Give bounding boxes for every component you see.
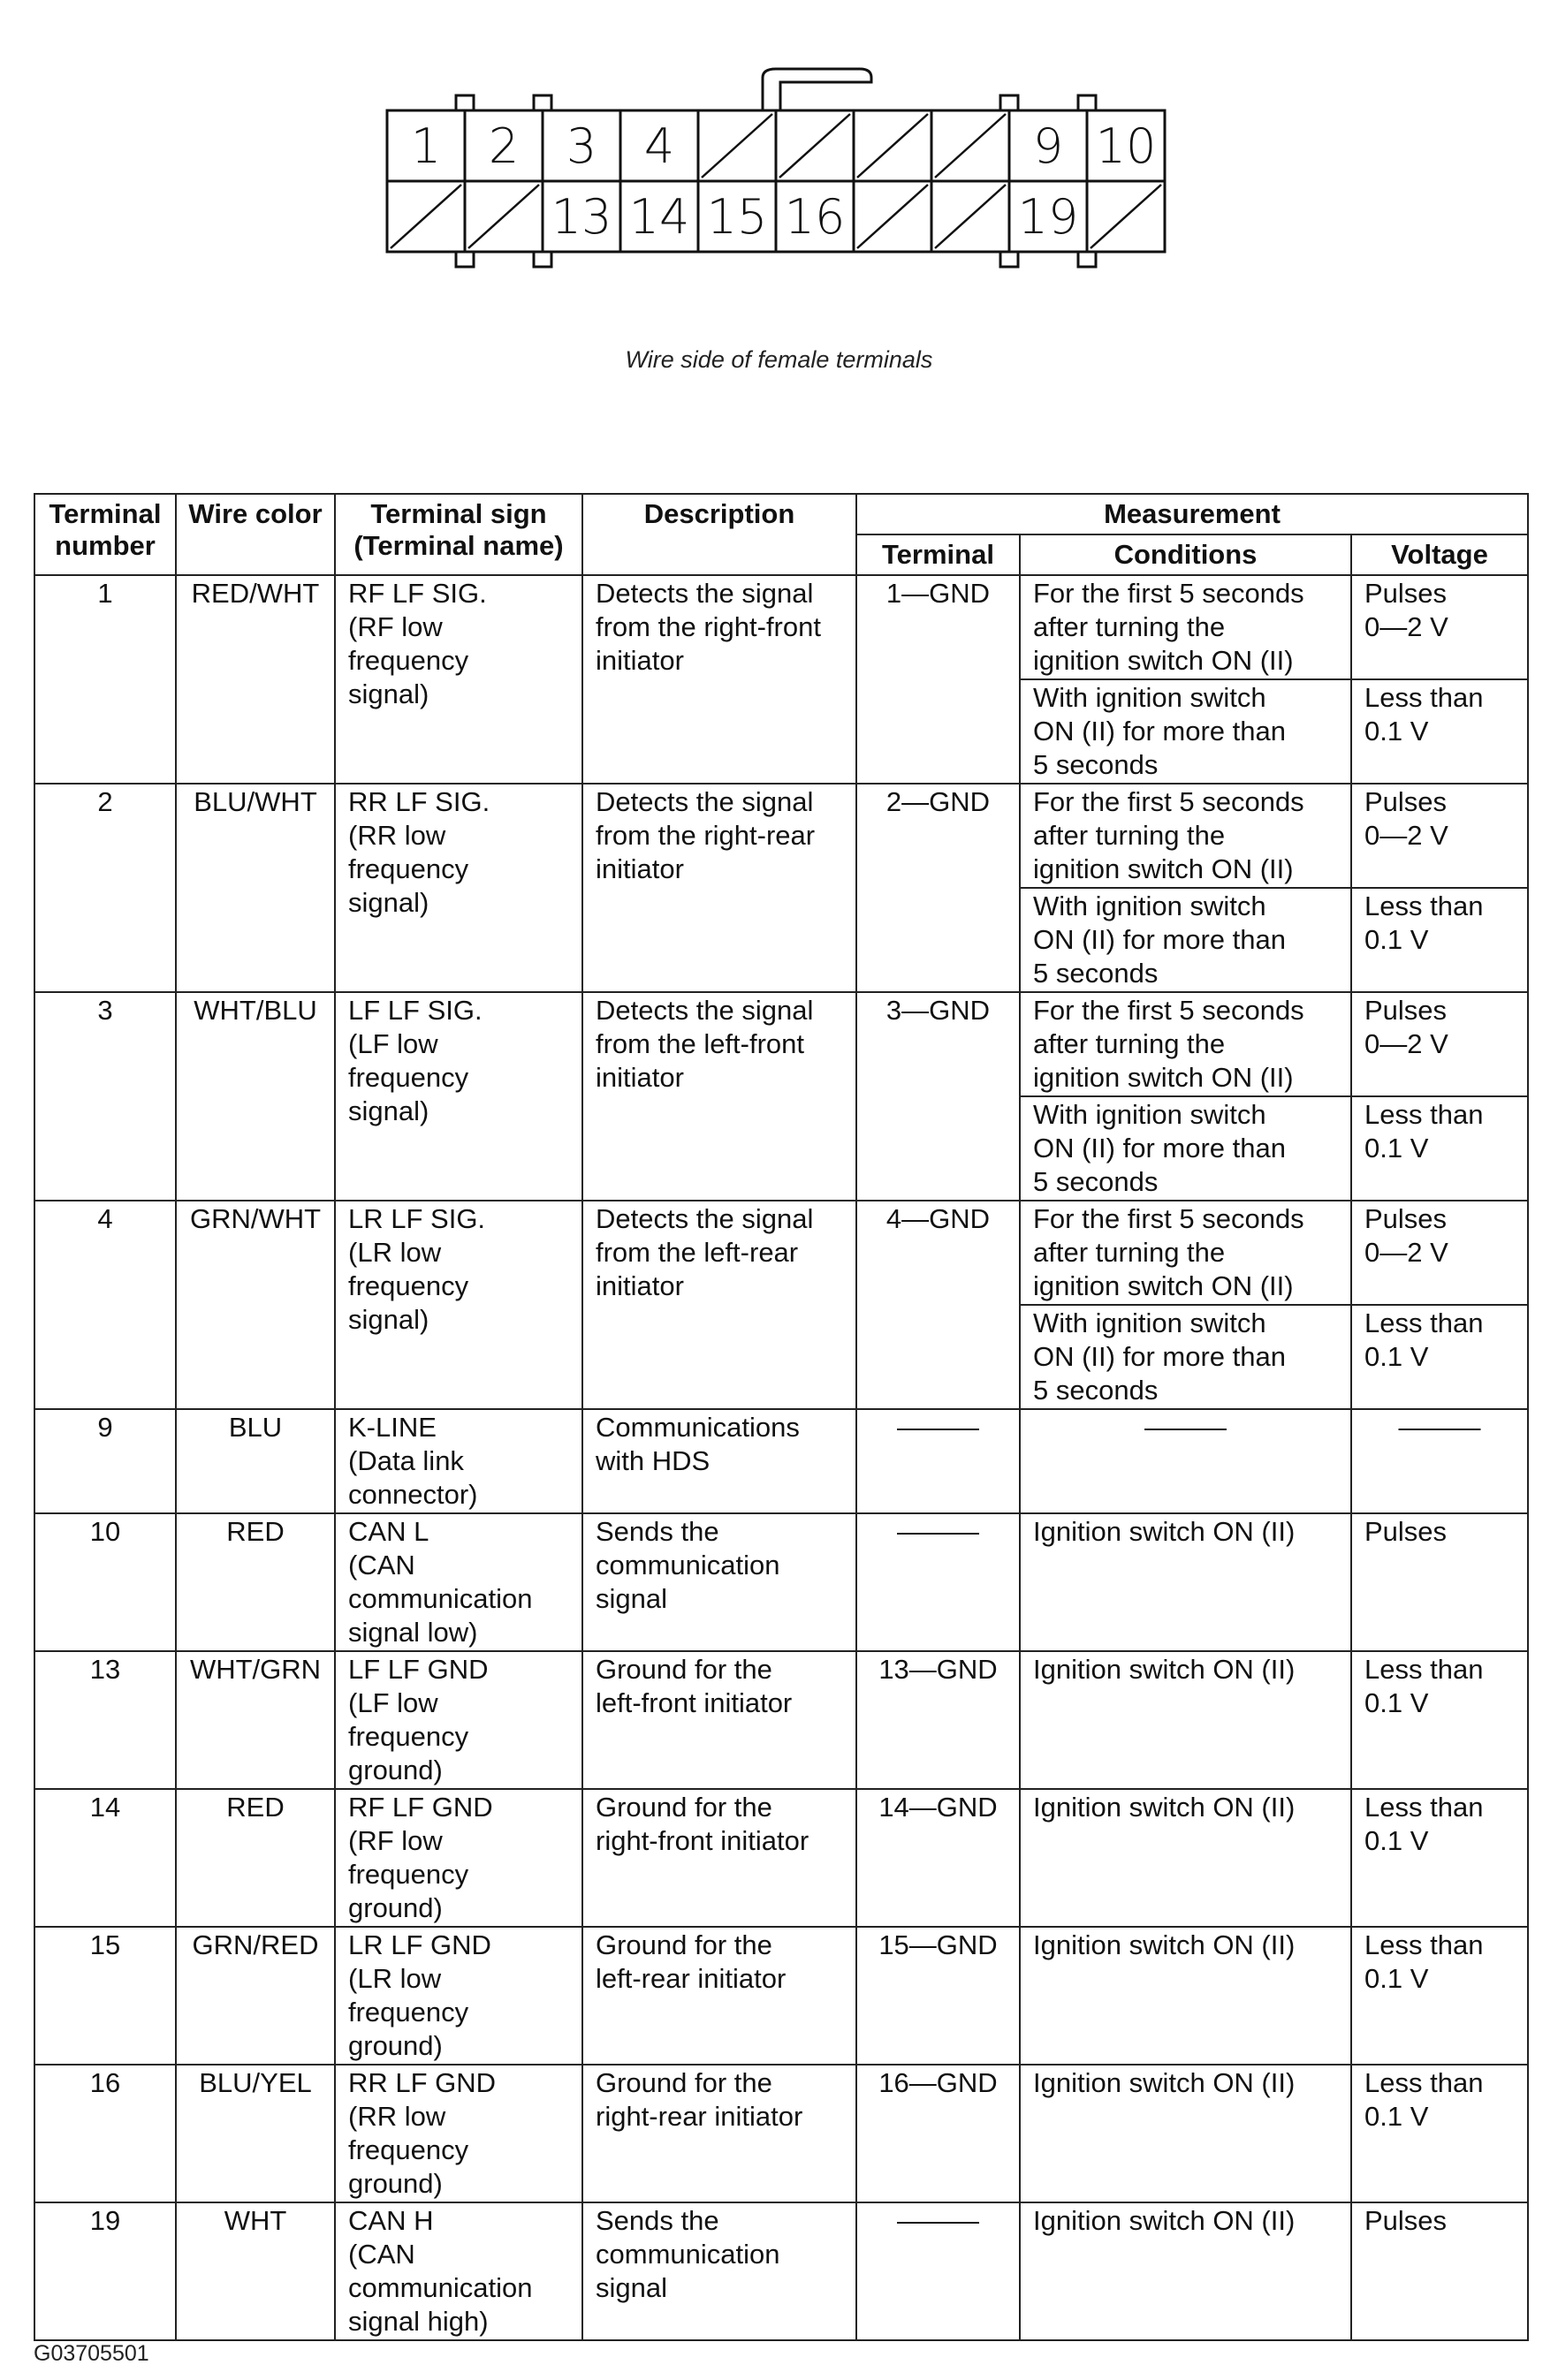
cell-terminal-sign: LF LF SIG. (LF low frequency signal) [335, 992, 582, 1201]
table-row [34, 575, 1528, 679]
cell-voltage: Pulses [1351, 2202, 1528, 2340]
empty-cavity-mark [702, 114, 772, 178]
cell-voltage: Pulses [1351, 1513, 1528, 1651]
cell-terminal-sign: RR LF GND (RR low frequency ground) [335, 2065, 582, 2202]
table-row [34, 1789, 1528, 1927]
pin-number: 15 [706, 189, 768, 245]
cell-terminal-sign: LF LF GND (LF low frequency ground) [335, 1651, 582, 1789]
cell-terminal-number: 4 [34, 1201, 176, 1409]
cell-wire-color: WHT/GRN [176, 1651, 335, 1789]
header-terminal: Terminal [856, 534, 1020, 575]
cell-terminal-number: 13 [34, 1651, 176, 1789]
empty-cavity-mark [857, 185, 928, 248]
cell-description: Ground for the left-rear initiator [582, 1927, 856, 2065]
terminal-table-body [34, 575, 1528, 2340]
cell-terminal-number: 16 [34, 2065, 176, 2202]
cell-terminal-sign: LR LF GND (LR low frequency ground) [335, 1927, 582, 2065]
cell-conditions: For the first 5 seconds after turning the ignition switch ON (II) [1020, 575, 1351, 679]
pin-number: 3 [566, 118, 597, 174]
cell-terminal-sign: LR LF SIG. (LR low frequency signal) [335, 1201, 582, 1409]
connector-diagram [371, 62, 1184, 292]
cell-voltage: Pulses 0—2 V [1351, 992, 1528, 1096]
connector-tab [534, 95, 551, 110]
cell-conditions: Ignition switch ON (II) [1020, 1651, 1351, 1789]
connector-tab [1000, 252, 1018, 267]
cell-conditions: For the first 5 seconds after turning the ignition switch ON (II) [1020, 1201, 1351, 1305]
table-row [34, 1927, 1528, 2065]
cell-wire-color: GRN/WHT [176, 1201, 335, 1409]
cell-voltage: Less than 0.1 V [1351, 1651, 1528, 1789]
cell-measure-terminal: ——— [856, 1409, 1020, 1513]
cell-terminal-number: 14 [34, 1789, 176, 1927]
cell-description: Detects the signal from the right-rear initiator [582, 784, 856, 992]
cell-conditions: For the first 5 seconds after turning the ignition switch ON (II) [1020, 992, 1351, 1096]
cell-terminal-number: 2 [34, 784, 176, 992]
empty-cavity-mark [935, 185, 1006, 248]
pin-number: 2 [488, 118, 520, 174]
cell-wire-color: WHT [176, 2202, 335, 2340]
cell-wire-color: RED [176, 1513, 335, 1651]
connector-tab [456, 95, 474, 110]
pin-number: 4 [643, 118, 675, 174]
table-row [34, 992, 1528, 1096]
cell-conditions: With ignition switch ON (II) for more than 5 seconds [1020, 1096, 1351, 1201]
cell-terminal-sign: RF LF GND (RF low frequency ground) [335, 1789, 582, 1927]
cell-conditions: Ignition switch ON (II) [1020, 1927, 1351, 2065]
empty-cavity-mark [1091, 185, 1161, 248]
cell-terminal-sign: RF LF SIG. (RF low frequency signal) [335, 575, 582, 784]
header-conditions: Conditions [1020, 534, 1351, 575]
cell-terminal-number: 3 [34, 992, 176, 1201]
cell-voltage: Less than 0.1 V [1351, 2065, 1528, 2202]
cell-conditions: Ignition switch ON (II) [1020, 2202, 1351, 2340]
cell-description: Detects the signal from the left-rear initiator [582, 1201, 856, 1409]
table-row [34, 2202, 1528, 2340]
cell-voltage: Less than 0.1 V [1351, 1789, 1528, 1927]
cell-voltage: Less than 0.1 V [1351, 1305, 1528, 1409]
cell-conditions: ——— [1020, 1409, 1351, 1513]
pin-number: 1 [410, 118, 442, 174]
header-terminal-number: Terminal number [34, 494, 176, 575]
pin-number: 10 [1095, 118, 1157, 174]
cell-description: Detects the signal from the right-front initiator [582, 575, 856, 784]
empty-cavity-mark [391, 185, 461, 248]
empty-cavity-mark [857, 114, 928, 178]
cell-description: Detects the signal from the left-front initiator [582, 992, 856, 1201]
cell-conditions: With ignition switch ON (II) for more than 5 seconds [1020, 679, 1351, 784]
pin-number: 14 [628, 189, 690, 245]
cell-terminal-number: 9 [34, 1409, 176, 1513]
table-row [34, 1201, 1528, 1305]
cell-wire-color: RED [176, 1789, 335, 1927]
cell-terminal-sign: K-LINE (Data link connector) [335, 1409, 582, 1513]
connector-tab [1078, 252, 1096, 267]
header-description: Description [582, 494, 856, 575]
cell-voltage: Pulses 0—2 V [1351, 784, 1528, 888]
header-wire-color: Wire color [176, 494, 335, 575]
header-voltage: Voltage [1351, 534, 1528, 575]
cell-terminal-sign: CAN H (CAN communication signal high) [335, 2202, 582, 2340]
cell-voltage: ——— [1351, 1409, 1528, 1513]
cell-conditions: Ignition switch ON (II) [1020, 1789, 1351, 1927]
table-row [34, 1513, 1528, 1651]
connector-outline [371, 62, 1184, 292]
cell-description: Sends the communication signal [582, 1513, 856, 1651]
cell-conditions: For the first 5 seconds after turning the ignition switch ON (II) [1020, 784, 1351, 888]
pin-number: 19 [1017, 189, 1079, 245]
table-row [34, 2065, 1528, 2202]
cell-voltage: Pulses 0—2 V [1351, 575, 1528, 679]
cell-voltage: Pulses 0—2 V [1351, 1201, 1528, 1305]
connector-tab [1078, 95, 1096, 110]
cell-conditions: Ignition switch ON (II) [1020, 2065, 1351, 2202]
cell-conditions: Ignition switch ON (II) [1020, 1513, 1351, 1651]
cell-voltage: Less than 0.1 V [1351, 1096, 1528, 1201]
cell-measure-terminal: 3—GND [856, 992, 1020, 1201]
pin-number: 16 [784, 189, 846, 245]
cell-terminal-number: 1 [34, 575, 176, 784]
terminal-table-wrapper [34, 493, 1527, 2341]
figure-code: G03705501 [34, 2341, 149, 2366]
cell-wire-color: BLU/WHT [176, 784, 335, 992]
connector-tab [534, 252, 551, 267]
table-row [34, 1409, 1528, 1513]
cell-voltage: Less than 0.1 V [1351, 888, 1528, 992]
cell-conditions: With ignition switch ON (II) for more than 5 seconds [1020, 888, 1351, 992]
connector-latch [763, 69, 871, 110]
pin-number: 9 [1032, 118, 1064, 174]
cell-wire-color: BLU [176, 1409, 335, 1513]
table-row [34, 784, 1528, 888]
cell-measure-terminal: 1—GND [856, 575, 1020, 784]
cell-description: Ground for the right-rear initiator [582, 2065, 856, 2202]
cell-measure-terminal: ——— [856, 2202, 1020, 2340]
connector-tab [1000, 95, 1018, 110]
cell-wire-color: RED/WHT [176, 575, 335, 784]
cell-measure-terminal: 16—GND [856, 2065, 1020, 2202]
cell-description: Communications with HDS [582, 1409, 856, 1513]
cell-wire-color: BLU/YEL [176, 2065, 335, 2202]
cell-description: Sends the communication signal [582, 2202, 856, 2340]
empty-cavity-mark [779, 114, 850, 178]
empty-cavity-mark [468, 185, 539, 248]
header-measurement: Measurement [856, 494, 1528, 534]
cell-terminal-sign: RR LF SIG. (RR low frequency signal) [335, 784, 582, 992]
cell-wire-color: WHT/BLU [176, 992, 335, 1201]
empty-cavity-mark [935, 114, 1006, 178]
header-terminal-sign: Terminal sign (Terminal name) [335, 494, 582, 575]
connector-tab [456, 252, 474, 267]
cell-terminal-sign: CAN L (CAN communication signal low) [335, 1513, 582, 1651]
terminal-table [34, 493, 1529, 2341]
pin-number: 13 [551, 189, 612, 245]
cell-voltage: Less than 0.1 V [1351, 1927, 1528, 2065]
cell-measure-terminal: 2—GND [856, 784, 1020, 992]
cell-conditions: With ignition switch ON (II) for more than 5 seconds [1020, 1305, 1351, 1409]
cell-measure-terminal: ——— [856, 1513, 1020, 1651]
cell-measure-terminal: 15—GND [856, 1927, 1020, 2065]
cell-description: Ground for the right-front initiator [582, 1789, 856, 1927]
table-row [34, 1651, 1528, 1789]
cell-measure-terminal: 4—GND [856, 1201, 1020, 1409]
cell-terminal-number: 10 [34, 1513, 176, 1651]
cell-description: Ground for the left-front initiator [582, 1651, 856, 1789]
cell-terminal-number: 15 [34, 1927, 176, 2065]
cell-measure-terminal: 13—GND [856, 1651, 1020, 1789]
cell-wire-color: GRN/RED [176, 1927, 335, 2065]
cell-voltage: Less than 0.1 V [1351, 679, 1528, 784]
diagram-caption: Wire side of female terminals [625, 346, 933, 373]
cell-measure-terminal: 14—GND [856, 1789, 1020, 1927]
cell-terminal-number: 19 [34, 2202, 176, 2340]
